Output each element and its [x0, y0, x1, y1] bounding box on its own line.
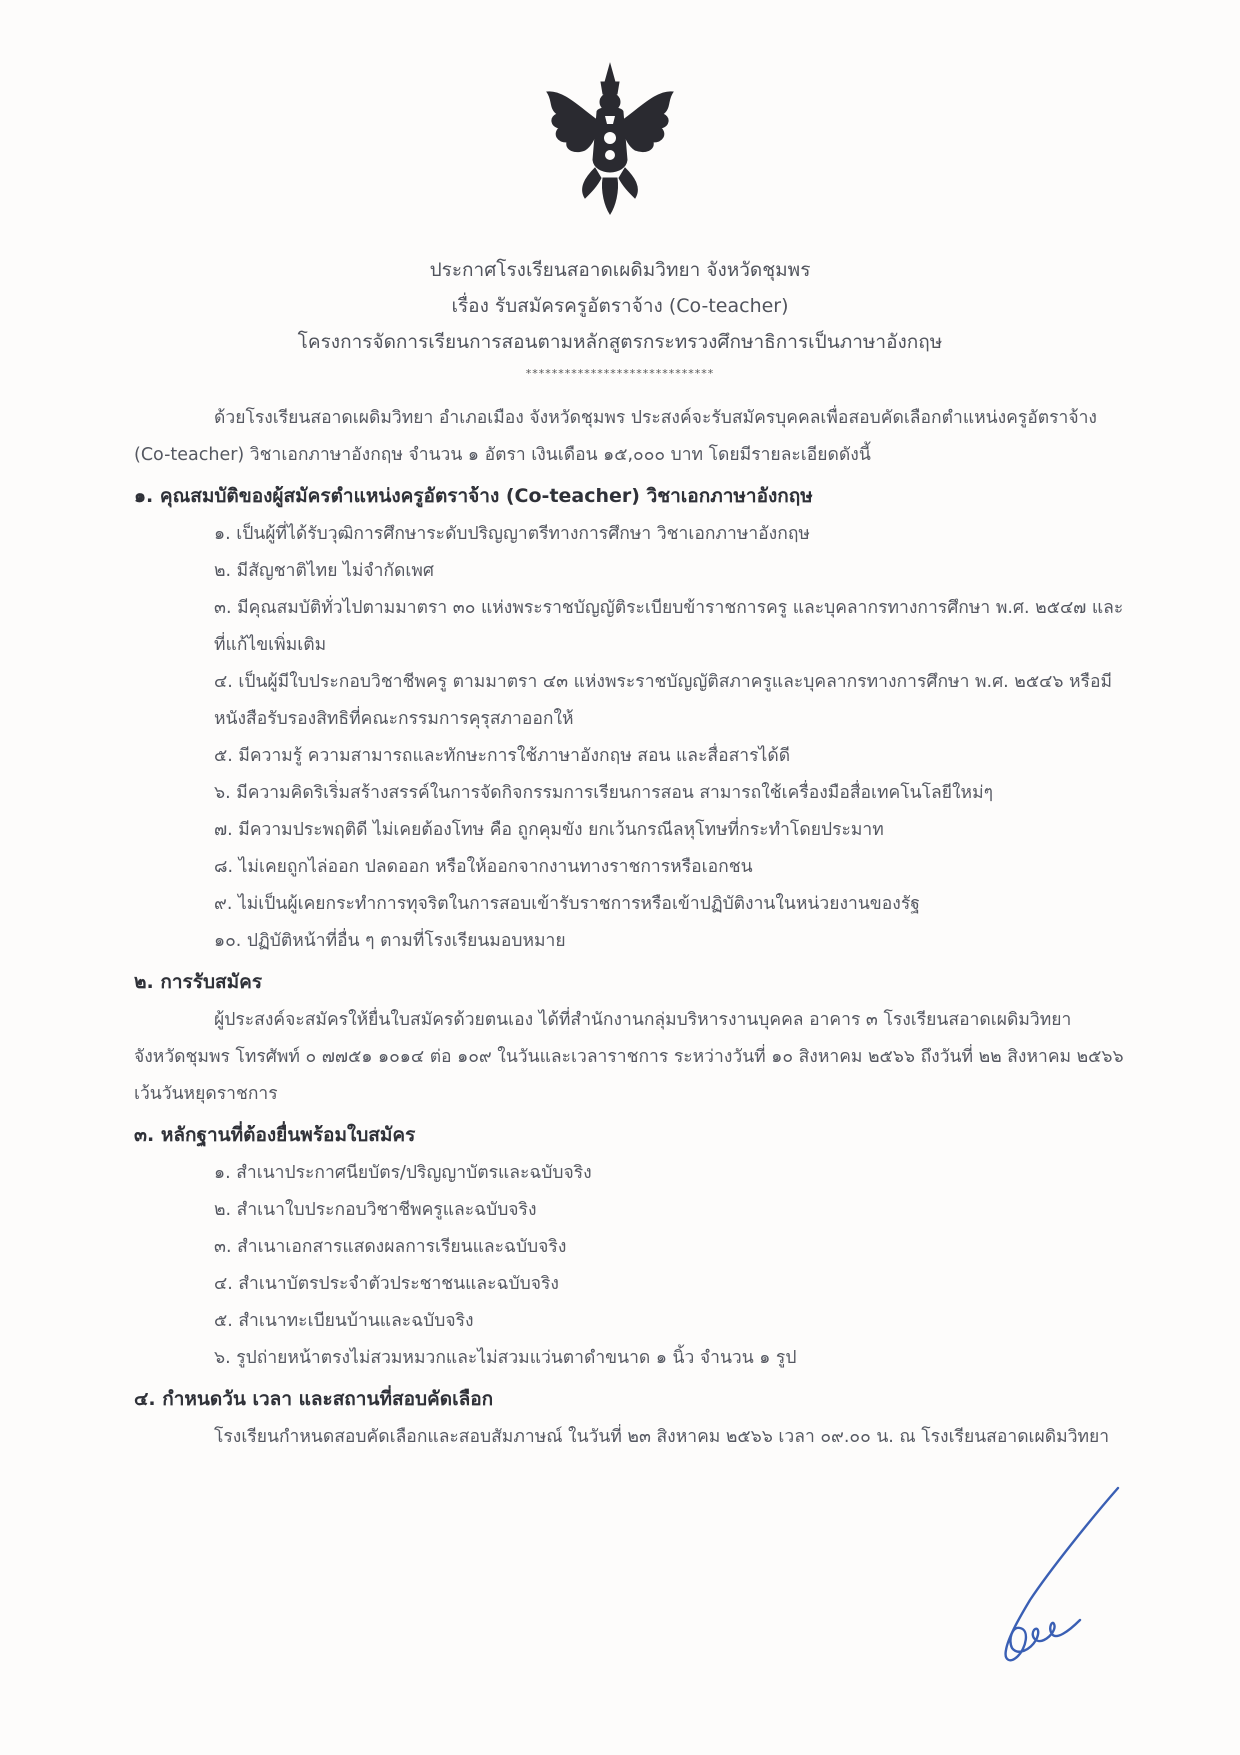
header-line-3: โครงการจัดการเรียนการสอนตามหลักสูตรกระทรวงศึกษาธิการเป็นภาษาอังกฤษ [297, 331, 943, 353]
list-item: ๒. มีสัญชาติไทย ไม่จำกัดเพศ [214, 561, 435, 581]
header-line-1: ประกาศโรงเรียนสอาดเผดิมวิทยา จังหวัดชุมพร [429, 259, 811, 281]
separator-stars: ***************************** [525, 367, 715, 380]
header-line-2: เรื่อง รับสมัครครูอัตราจ้าง (Co-teacher) [451, 295, 789, 317]
list-item: ๒. สำเนาใบประกอบวิชาชีพครูและฉบับจริง [214, 1200, 537, 1220]
list-item: ๙. ไม่เป็นผู้เคยกระทำการทุจริตในการสอบเข้ารับราชการหรือเข้าปฏิบัติงานในหน่วยงานของรัฐ [214, 894, 920, 914]
list-item: ๑. สำเนาประกาศนียบัตร/ปริญญาบัตรและฉบับจริง [214, 1163, 592, 1183]
section-1-title: ๑. คุณสมบัติของผู้สมัครตำแหน่งครูอัตราจ้าง (Co-teacher) วิชาเอกภาษาอังกฤษ [134, 485, 813, 507]
list-item: ๘. ไม่เคยถูกไล่ออก ปลดออก หรือให้ออกจากงานทางราชการหรือเอกชน [214, 857, 753, 877]
list-item: ๑๐. ปฏิบัติหน้าที่อื่น ๆ ตามที่โรงเรียนมอบหมาย [214, 931, 566, 951]
list-item: ๕. สำเนาทะเบียนบ้านและฉบับจริง [214, 1311, 474, 1331]
list-item: ๔. สำเนาบัตรประจำตัวประชาชนและฉบับจริง [214, 1274, 559, 1294]
section-3-title: ๓. หลักฐานที่ต้องยื่นพร้อมใบสมัคร [134, 1124, 416, 1146]
garuda-emblem-icon [535, 60, 685, 220]
section-4-title: ๔. กำหนดวัน เวลา และสถานที่สอบคัดเลือก [134, 1388, 494, 1410]
section-2-title: ๒. การรับสมัคร [134, 971, 263, 993]
list-item: ๑. เป็นผู้ที่ได้รับวุฒิการศึกษาระดับปริญญาตรีทางการศึกษา วิชาเอกภาษาอังกฤษ [214, 524, 810, 544]
list-item: ๗. มีความประพฤติดี ไม่เคยต้องโทษ คือ ถูกคุมขัง ยกเว้นกรณีลหุโทษที่กระทำโดยประมาท [214, 820, 884, 840]
announcement-body [134, 400, 1124, 1456]
signature-icon [990, 1480, 1130, 1680]
list-item: ๖. รูปถ่ายหน้าตรงไม่สวมหมวกและไม่สวมแว่นตาดำขนาด ๑ นิ้ว จำนวน ๑ รูป [214, 1348, 797, 1368]
list-item: ๓. มีคุณสมบัติทั่วไปตามมาตรา ๓๐ แห่งพระราชบัญญัติระเบียบข้าราชการครู และบุคลากรทางการศึกษา พ.ศ. ๒๕๔๗ และที่แก้ไขเพิ่มเติม [214, 598, 1124, 655]
announcement-header [0, 252, 1240, 360]
list-item: ๕. มีความรู้ ความสามารถและทักษะการใช้ภาษาอังกฤษ สอน และสื่อสารได้ดี [214, 746, 791, 766]
section-4-text: โรงเรียนกำหนดสอบคัดเลือกและสอบสัมภาษณ์ ในวันที่ ๒๓ สิงหาคม ๒๕๖๖ เวลา ๐๙.๐๐ น. ณ โรงเรียนสอาดเผดิมวิทยา [214, 1427, 1110, 1447]
intro-paragraph: ด้วยโรงเรียนสอาดเผดิมวิทยา อำเภอเมือง จังหวัดชุมพร ประสงค์จะรับสมัครบุคคลเพื่อสอบคัดเลือกตำแหน่งครูอัตราจ้าง (Co-teacher) วิชาเอกภาษาอังกฤษ จำนวน ๑ อัตรา เงินเดือน ๑๕,๐๐๐ บาท โดยมีรายละเอียดดังนี้ [134, 408, 1097, 465]
section-2-text: ผู้ประสงค์จะสมัครให้ยื่นใบสมัครด้วยตนเอง ได้ที่สำนักงานกลุ่มบริหารงานบุคคล อาคาร ๓ โรงเรียนสอาดเผดิมวิทยา จังหวัดชุมพร โทรศัพท์ ๐ ๗๗๕๑ ๑๐๑๔ ต่อ ๑๐๙ ในวันและเวลาราชการ ระหว่างวันที่ ๑๐ สิงหาคม ๒๕๖๖ ถึงวันที่ ๒๒ สิงหาคม ๒๕๖๖ เว้นวันหยุดราชการ [134, 1010, 1124, 1104]
list-item: ๓. สำเนาเอกสารแสดงผลการเรียนและฉบับจริง [214, 1237, 567, 1257]
list-item: ๖. มีความคิดริเริ่มสร้างสรรค์ในการจัดกิจกรรมการเรียนการสอน สามารถใช้เครื่องมือสื่อเทคโนโลยีใหม่ๆ [214, 783, 994, 803]
list-item: ๔. เป็นผู้มีใบประกอบวิชาชีพครู ตามมาตรา ๔๓ แห่งพระราชบัญญัติสภาครูและบุคลากรทางการศึกษา พ.ศ. ๒๕๔๖ หรือมีหนังสือรับรองสิทธิที่คณะกรรมการคุรุสภาออกให้ [214, 672, 1112, 729]
